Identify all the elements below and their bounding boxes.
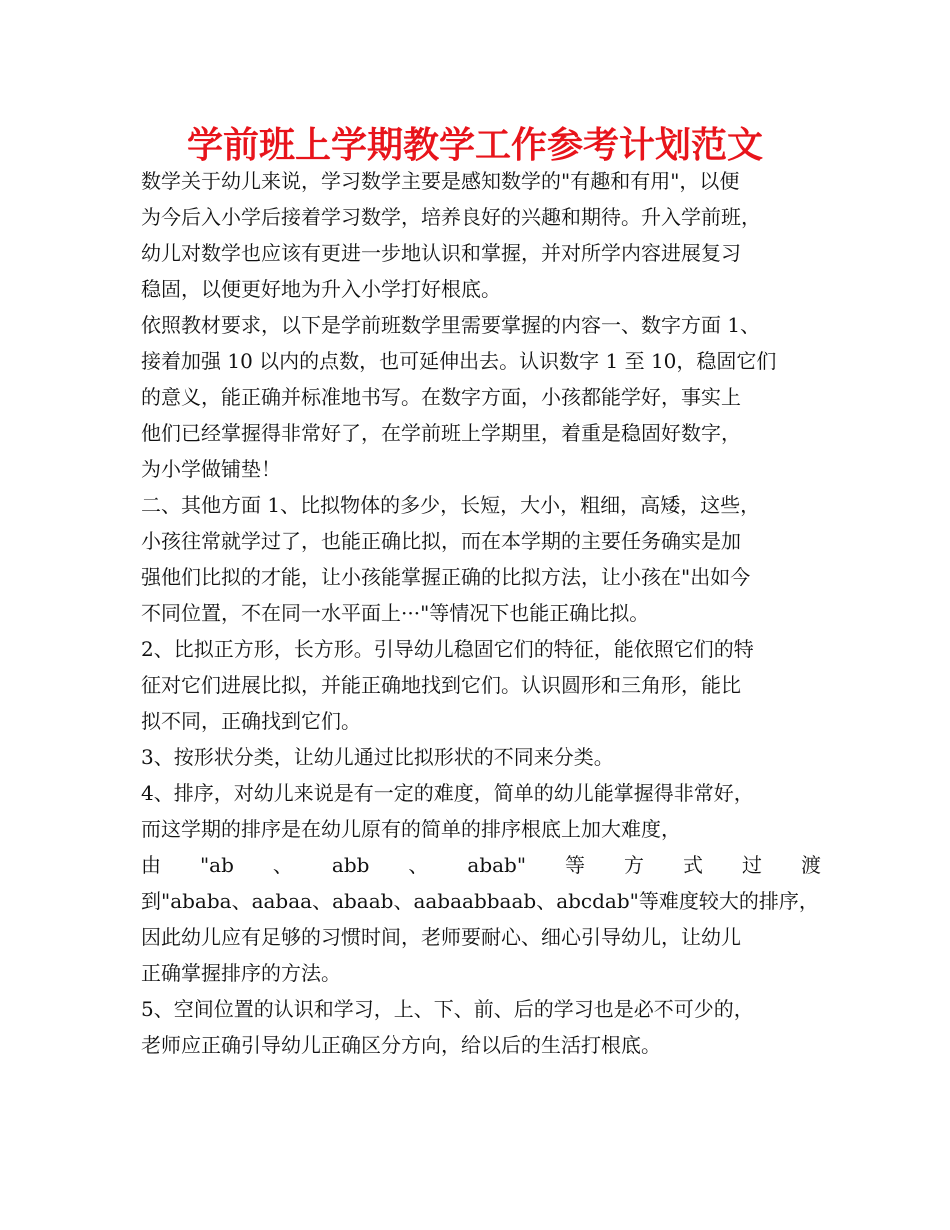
text-line: 二、其他方面 1、比拟物体的多少，长短，大小，粗细，高矮，这些， — [141, 493, 761, 517]
text-line: 稳固，以便更好地为升入小学打好根底。 — [141, 277, 501, 301]
word: 方 — [624, 853, 645, 877]
text-line: 接着加强 10 以内的点数，也可延伸出去。认识数字 1 至 10，稳固它们 — [141, 349, 777, 373]
word: abab" — [467, 853, 527, 877]
text-line: 幼儿对数学也应该有更进一步地认识和掌握，并对所学内容进展复习 — [141, 241, 741, 265]
text-line: 正确掌握排序的方法。 — [141, 961, 341, 985]
text-line: 因此幼儿应有足够的习惯时间，老师要耐心、细心引导幼儿，让幼儿 — [141, 925, 741, 949]
text-line: 拟不同，正确找到它们。 — [141, 709, 361, 733]
text-line: 而这学期的排序是在幼儿原有的简单的排序根底上加大难度， — [141, 817, 681, 841]
text-line: 强他们比拟的才能，让小孩能掌握正确的比拟方法，让小孩在"出如今 — [141, 565, 751, 589]
text-line: 依照教材要求，以下是学前班数学里需要掌握的内容一、数字方面 1、 — [141, 313, 761, 337]
text-line: 他们已经掌握得非常好了，在学前班上学期里，着重是稳固好数字， — [141, 421, 741, 445]
text-line: 的意义，能正确并标准地书写。在数字方面，小孩都能学好，事实上 — [141, 385, 741, 409]
word: 渡 — [800, 853, 821, 877]
text-line: 为小学做铺垫！ — [141, 457, 281, 481]
text-line: 征对它们进展比拟，并能正确地找到它们。认识圆形和三角形，能比 — [141, 673, 741, 697]
text-line: 到"ababa、aabaa、abaab、aabaabbaab、abcdab"等难度较大的排序， — [141, 889, 819, 913]
document-title: 学前班上学期教学工作参考计划范文 — [186, 125, 763, 166]
text-line: 2、比拟正方形，长方形。引导幼儿稳固它们的特征，能依照它们的特 — [141, 637, 754, 661]
word: 、 — [272, 853, 293, 877]
word: 等 — [565, 853, 586, 877]
document-body — [141, 163, 821, 1063]
text-line: 为今后入小学后接着学习数学，培养良好的兴趣和期待。升入学前班， — [141, 205, 761, 229]
word: 式 — [683, 853, 703, 877]
text-line: 4、排序，对幼儿来说是有一定的难度，简单的幼儿能掌握得非常好， — [141, 781, 754, 805]
justified-text-line — [141, 847, 821, 883]
text-line: 小孩往常就学过了，也能正确比拟，而在本学期的主要任务确实是加 — [141, 529, 741, 553]
text-line: 3、按形状分类，让幼儿通过比拟形状的不同来分类。 — [141, 745, 614, 769]
word: 、 — [408, 853, 429, 877]
word: "ab — [199, 853, 234, 877]
word: abb — [331, 853, 370, 877]
word: 由 — [141, 853, 161, 877]
word: 过 — [741, 853, 762, 877]
text-line: 数学关于幼儿来说，学习数学主要是感知数学的"有趣和有用"，以便 — [141, 169, 740, 193]
text-line: 不同位置，不在同一水平面上···"等情况下也能正确比拟。 — [141, 601, 650, 625]
text-line: 老师应正确引导幼儿正确区分方向，给以后的生活打根底。 — [141, 1033, 661, 1057]
text-line: 5、空间位置的认识和学习，上、下、前、后的学习也是必不可少的， — [141, 997, 754, 1021]
